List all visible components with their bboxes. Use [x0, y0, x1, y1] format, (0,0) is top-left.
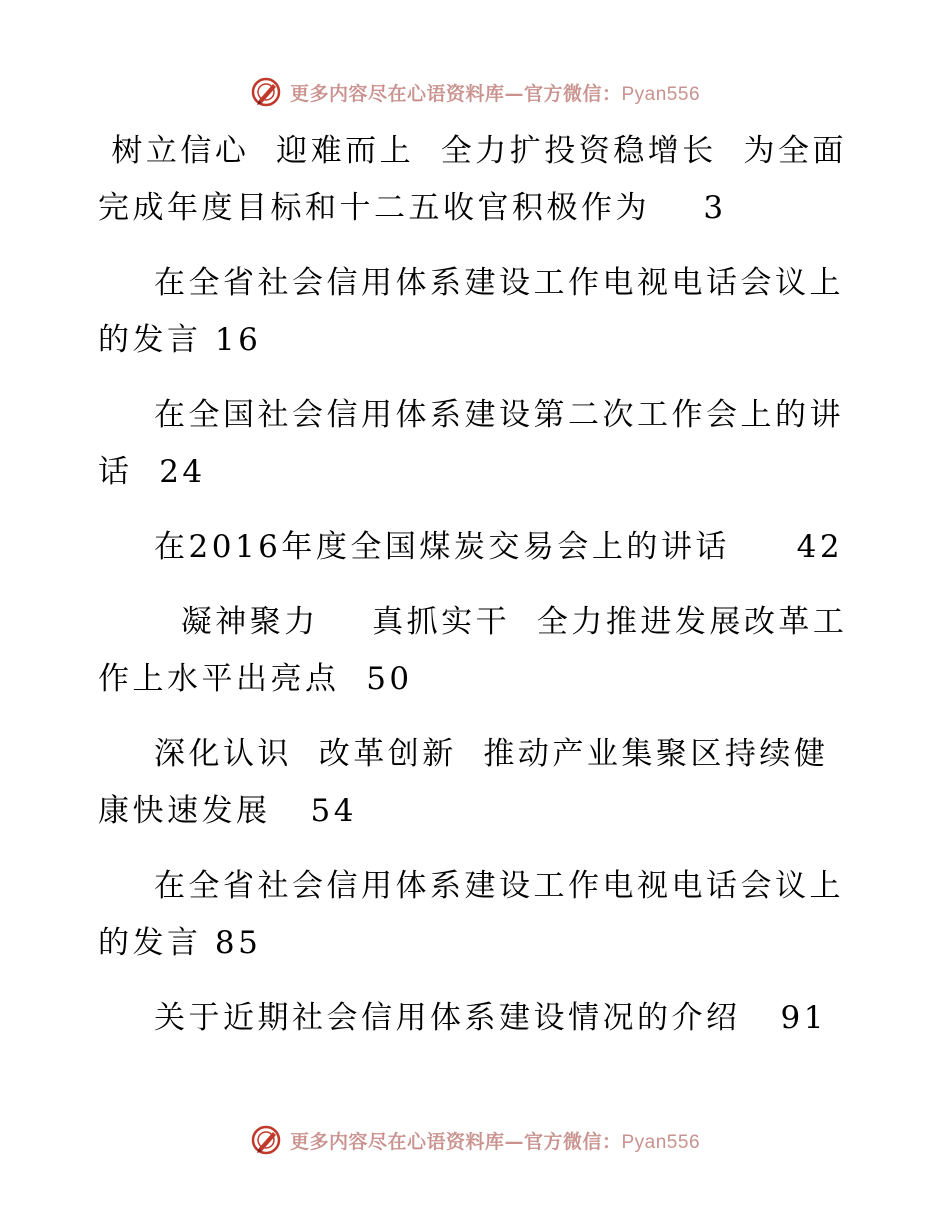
watermark-id: Pyan556 [621, 1131, 701, 1153]
toc-entry-page: 24 [132, 454, 206, 490]
watermark-text [290, 1127, 700, 1154]
table-of-contents [98, 123, 858, 1065]
logo-icon [250, 1124, 282, 1156]
toc-entry-page: 3 [650, 190, 727, 226]
toc-entry-title: 在2016年度全国煤炭交易会上的讲话 [154, 529, 730, 565]
watermark-label: 更多内容尽在心语资料库—官方微信： [289, 82, 622, 105]
toc-entry[interactable] [98, 594, 858, 708]
toc-entry-page: 16 [201, 322, 262, 358]
footer-watermark [0, 1120, 950, 1160]
watermark-text [290, 79, 700, 106]
toc-entry-title: 深化认识 改革创新 推动产业集聚区持续健康快速发展 [98, 736, 829, 829]
toc-entry-title: 在全省社会信用体系建设工作电视电话会议上的发言 [98, 868, 844, 961]
watermark-id: Pyan556 [621, 83, 701, 105]
toc-entry[interactable] [98, 519, 858, 576]
toc-entry-title: 关于近期社会信用体系建设情况的介绍 [154, 1000, 741, 1036]
toc-entry[interactable] [98, 990, 858, 1047]
toc-entry-title: 凝神聚力 真抓实干 全力推进发展改革工作上水平出亮点 [98, 604, 848, 697]
toc-entry-title: 在全省社会信用体系建设工作电视电话会议上的发言 [98, 265, 844, 358]
header-watermark [0, 72, 950, 112]
toc-entry[interactable] [98, 387, 858, 501]
toc-entry-page: 54 [270, 793, 358, 829]
watermark-label: 更多内容尽在心语资料库—官方微信： [289, 1130, 622, 1153]
toc-entry[interactable] [98, 255, 858, 369]
toc-entry[interactable] [98, 726, 858, 840]
logo-icon [250, 76, 282, 108]
toc-entry-title: 在全国社会信用体系建设第二次工作会上的讲话 [98, 397, 844, 490]
toc-entry-page: 91 [740, 1000, 828, 1036]
toc-entry[interactable] [98, 123, 858, 237]
toc-entry[interactable] [98, 858, 858, 972]
toc-entry-title: 树立信心 迎难而上 全力扩投资稳增长 为全面完成年度目标和十二五收官积极作为 [98, 133, 847, 226]
toc-entry-page: 85 [201, 925, 262, 961]
toc-entry-page: 50 [339, 661, 413, 697]
toc-entry-page: 42 [729, 529, 844, 565]
